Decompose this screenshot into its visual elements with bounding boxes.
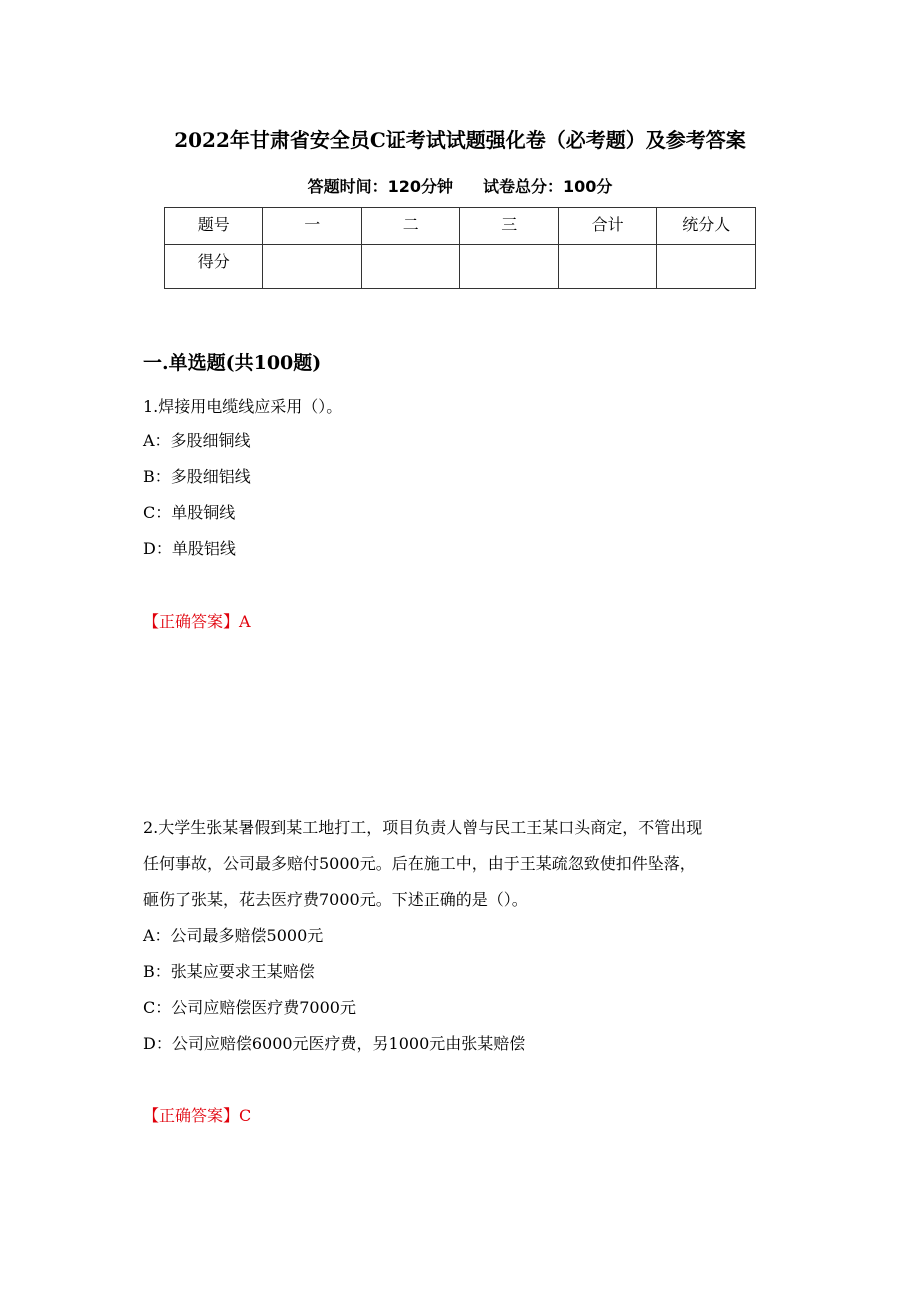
exam-time: 答题时间：120分钟 bbox=[307, 177, 453, 196]
question-text: 任何事故，公司最多赔付5000元。后在施工中，由于王某疏忽致使扣件坠落， bbox=[143, 854, 696, 873]
table-header: 三 bbox=[460, 208, 558, 245]
option: A：公司最多赔偿5000元 bbox=[143, 926, 324, 945]
row-label: 得分 bbox=[165, 245, 263, 289]
exam-info bbox=[0, 174, 920, 197]
option: C：公司应赔偿医疗费7000元 bbox=[143, 998, 356, 1017]
table-header: 二 bbox=[361, 208, 459, 245]
table-header: 合计 bbox=[558, 208, 656, 245]
document-title: 2022年甘肃省安全员C证考试试题强化卷（必考题）及参考答案 bbox=[174, 128, 746, 152]
score-cell bbox=[558, 245, 656, 289]
option: B：张某应要求王某赔偿 bbox=[143, 962, 315, 981]
table-header: 统分人 bbox=[657, 208, 756, 245]
table-header: 一 bbox=[263, 208, 361, 245]
question-text: 砸伤了张某，花去医疗费7000元。下述正确的是（）。 bbox=[143, 890, 528, 909]
score-cell bbox=[361, 245, 459, 289]
section-heading: 一.单选题(共100题) bbox=[143, 352, 322, 374]
option: D：公司应赔偿6000元医疗费，另1000元由张某赔偿 bbox=[143, 1034, 526, 1053]
option: B：多股细铝线 bbox=[143, 467, 251, 486]
correct-answer: 【正确答案】C bbox=[143, 1106, 252, 1125]
table-header: 题号 bbox=[165, 208, 263, 245]
option: C：单股铜线 bbox=[143, 503, 236, 522]
option: D：单股铝线 bbox=[143, 539, 236, 558]
score-cell bbox=[263, 245, 361, 289]
score-cell bbox=[657, 245, 756, 289]
total-score: 试卷总分：100分 bbox=[483, 177, 613, 196]
correct-answer: 【正确答案】A bbox=[143, 612, 251, 631]
score-table bbox=[164, 207, 756, 289]
question-text: 1.焊接用电缆线应采用（）。 bbox=[143, 397, 343, 416]
option: A：多股细铜线 bbox=[143, 431, 251, 450]
score-cell bbox=[460, 245, 558, 289]
question-text: 2.大学生张某暑假到某工地打工，项目负责人曾与民工王某口头商定，不管出现 bbox=[143, 818, 703, 837]
